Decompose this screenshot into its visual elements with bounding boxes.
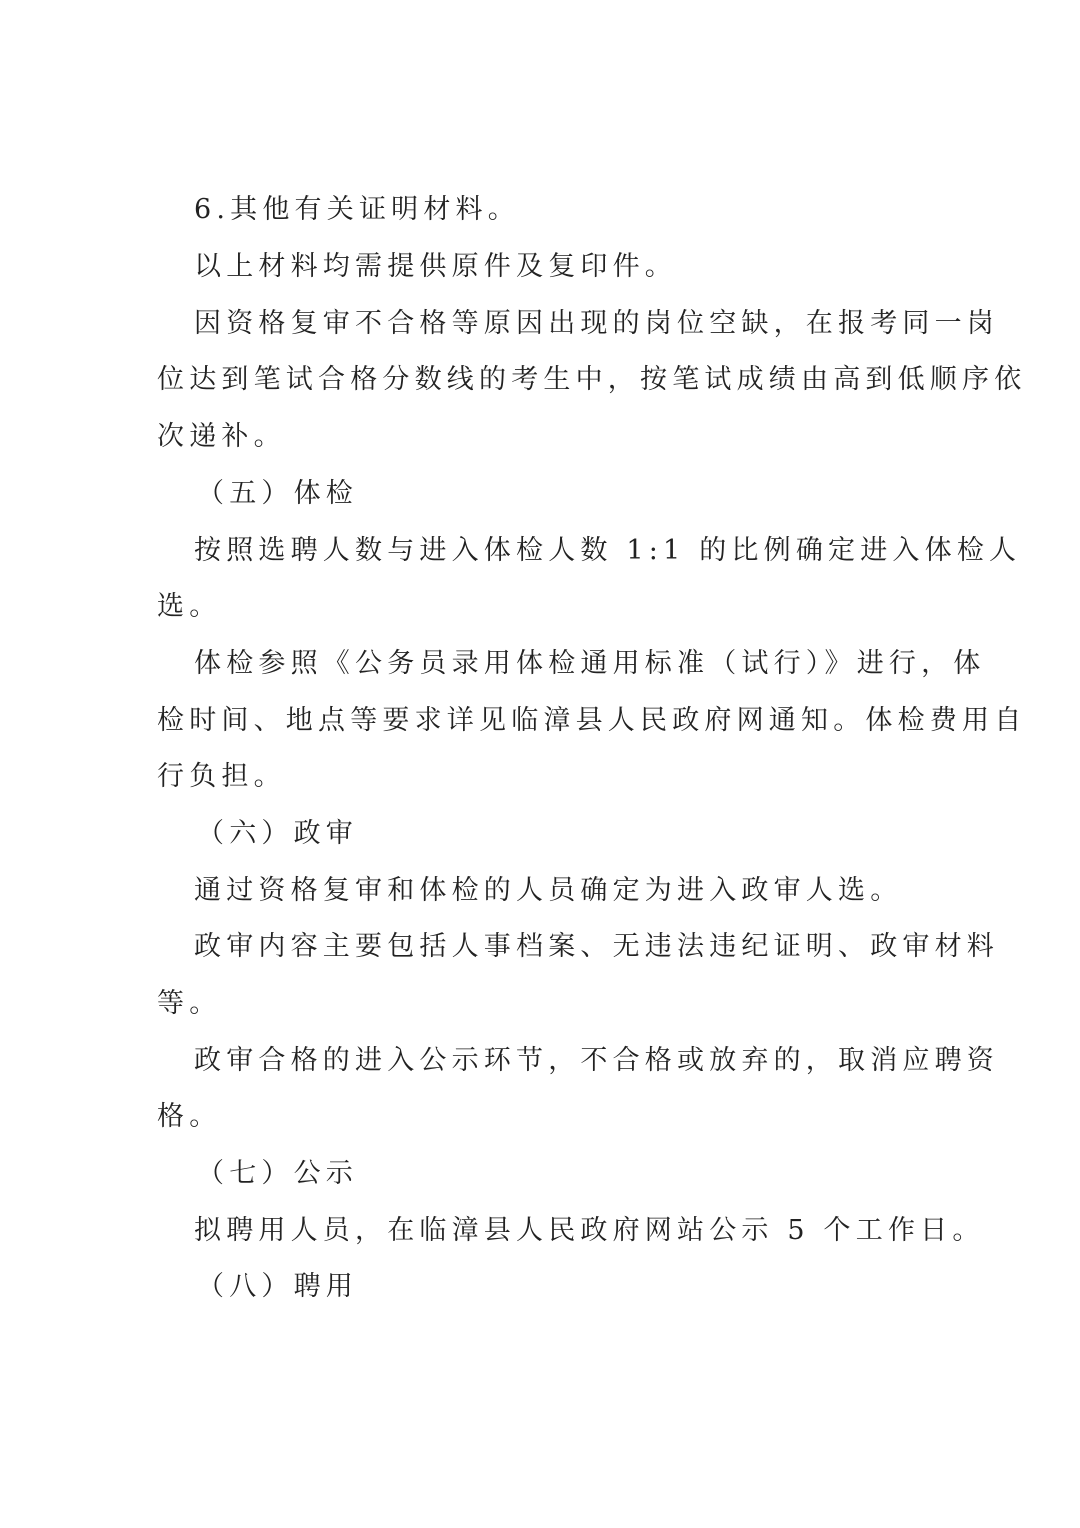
section-heading-political-review: （六）政审 (197, 818, 358, 849)
paragraph-review-content-line-1: 政审内容主要包括人事档案、无违法违纪证明、政审材料 (194, 931, 999, 962)
paragraph-exam-ratio-line-2: 选。 (157, 591, 222, 622)
section-heading-employment: （八）聘用 (197, 1271, 358, 1302)
paragraph-other-materials: 6.其他有关证明材料。 (194, 194, 520, 225)
paragraph-vacancy-line-3: 次递补。 (157, 421, 286, 452)
paragraph-review-candidates: 通过资格复审和体检的人员确定为进入政审人选。 (194, 875, 903, 906)
paragraph-publicity-period: 拟聘用人员，在临漳县人民政府网站公示 5 个工作日。 (194, 1215, 985, 1246)
section-heading-medical-exam: （五）体检 (197, 478, 358, 509)
paragraph-vacancy-line-2: 位达到笔试合格分数线的考生中，按笔试成绩由高到低顺序依 (157, 364, 1027, 395)
paragraph-review-content-line-2: 等。 (157, 988, 222, 1019)
section-heading-publicity: （七）公示 (197, 1158, 358, 1189)
paragraph-exam-ratio-line-1: 按照选聘人数与进入体检人数 1:1 的比例确定进入体检人 (194, 535, 1022, 566)
paragraph-review-result-line-1: 政审合格的进入公示环节，不合格或放弃的，取消应聘资 (194, 1045, 999, 1076)
paragraph-original-copies: 以上材料均需提供原件及复印件。 (194, 251, 677, 282)
paragraph-exam-standard-line-2: 检时间、地点等要求详见临漳县人民政府网通知。体检费用自 (157, 705, 1027, 736)
paragraph-exam-standard-line-1: 体检参照《公务员录用体检通用标准（试行）》进行，体 (194, 648, 986, 679)
paragraph-exam-standard-line-3: 行负担。 (157, 761, 286, 792)
paragraph-vacancy-line-1: 因资格复审不合格等原因出现的岗位空缺，在报考同一岗 (194, 308, 999, 339)
paragraph-review-result-line-2: 格。 (157, 1101, 222, 1132)
